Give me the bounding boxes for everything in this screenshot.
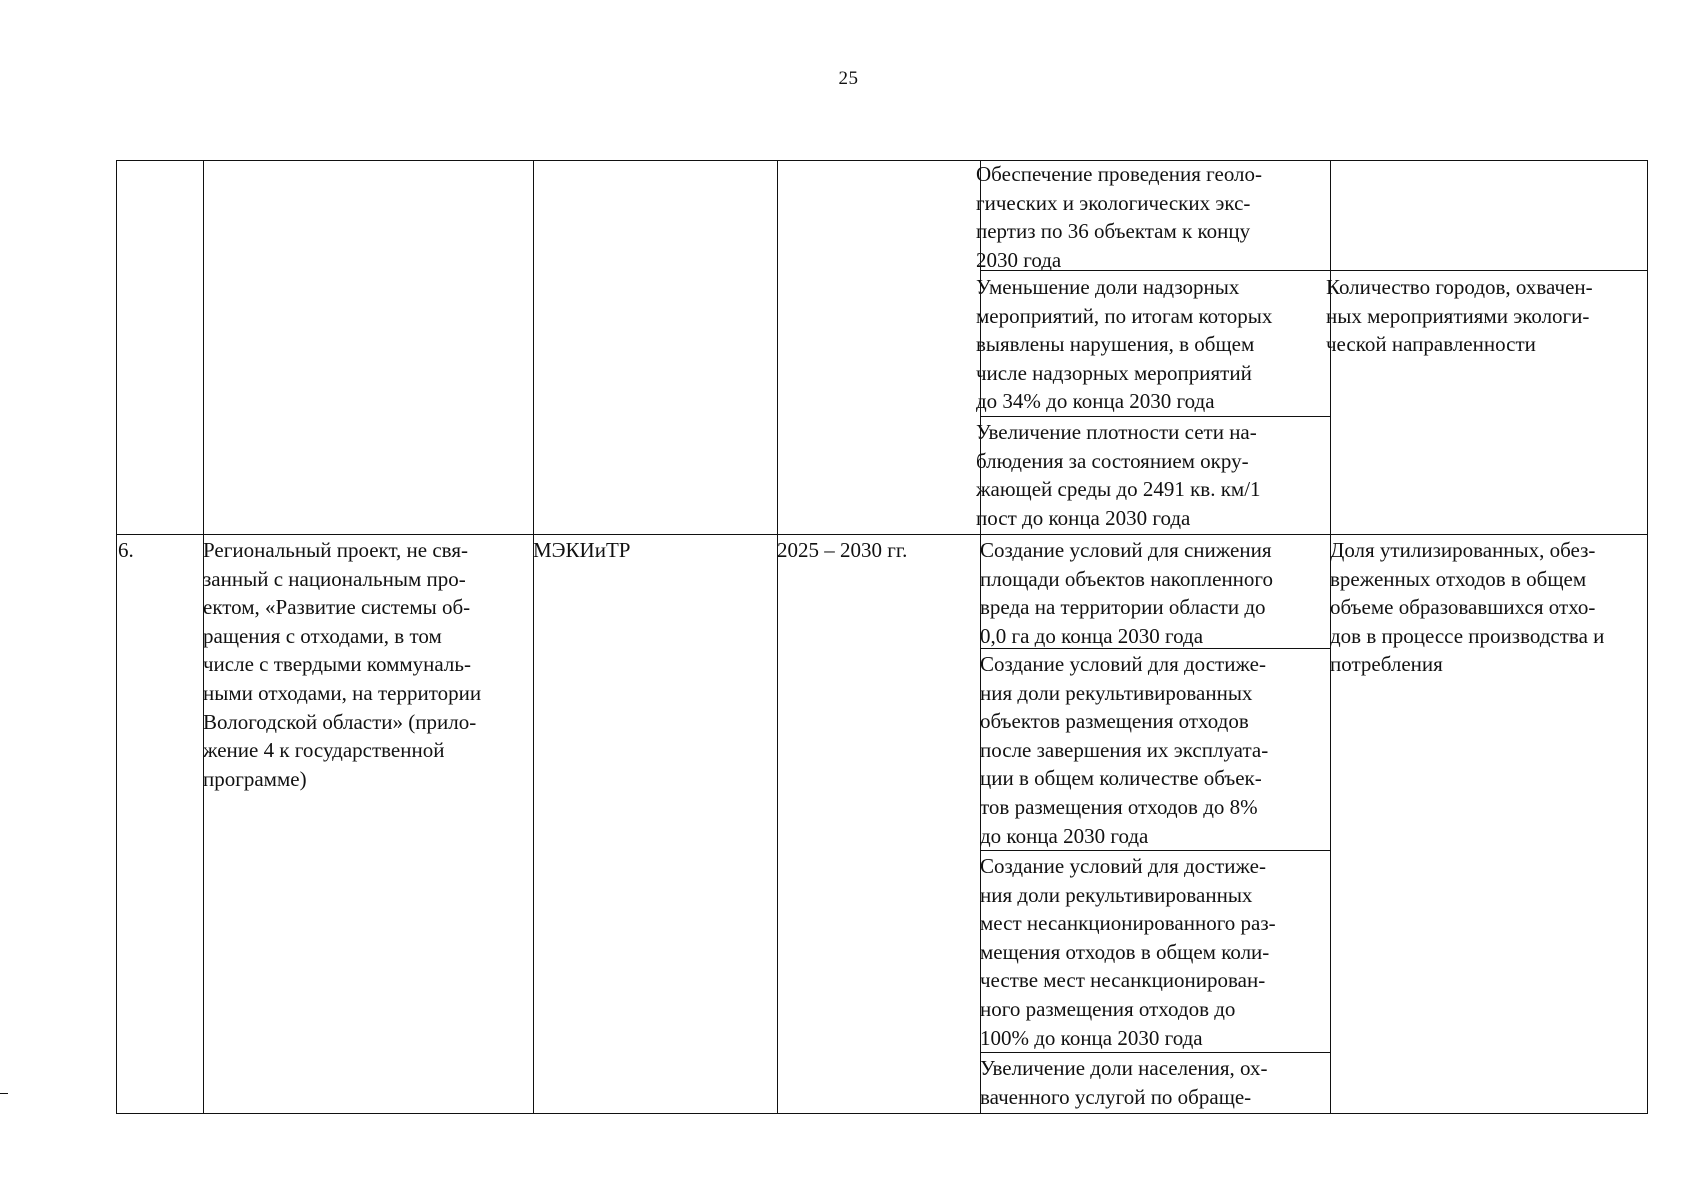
- column-divider: [777, 160, 778, 1114]
- indicator-divider: [980, 648, 1330, 649]
- period-cell: 2025 – 2030 гг.: [777, 538, 908, 562]
- page-number: 25: [838, 68, 859, 89]
- row-number-cell: 6.: [118, 538, 134, 562]
- indicator-cell: Создание условий для снижения площади объектов накопленного вреда на территории области до 0,0 га до конца 2030 года: [980, 538, 1274, 648]
- related-divider: [1330, 270, 1648, 271]
- related-indicator-cell: Доля утилизированных, обез- вреженных отходов в общем объеме образовавшихся отхо- дов в процессе производства и потребления: [1330, 538, 1605, 677]
- indicator-divider: [980, 850, 1330, 851]
- indicator-cell: Уменьшение доли надзорных мероприятий, по итогам которых выявлены нарушения, в общем числе надзорных мероприятий до 34% до конца 2030 года: [976, 275, 1273, 414]
- indicator-cell: Увеличение доли населения, ох- ваченного услугой по обраще-: [980, 1056, 1268, 1109]
- responsible-cell: МЭКИиТР: [533, 538, 631, 562]
- scan-edge-mark: [0, 1093, 8, 1094]
- indicator-divider: [980, 1052, 1330, 1053]
- row-divider: [116, 534, 1648, 535]
- indicator-cell: Создание условий для достиже- ния доли рекультивированных объектов размещения отходов после завершения их эксплуата- ции в общем количестве объек- тов размещения отходов до 8% до конца 2030 года: [980, 652, 1269, 848]
- indicator-divider: [980, 416, 1330, 417]
- indicator-cell: Увеличение плотности сети на- блюдения за состоянием окру- жающей среды до 2491 кв. км/1 пост до конца 2030 года: [976, 420, 1261, 530]
- indicator-cell: Создание условий для достиже- ния доли рекультивированных мест несанкционированного раз- мещения отходов в общем коли- честве мест несанкционирован- ного размещения отходов до 100% до конца 2030 года: [980, 854, 1276, 1050]
- indicator-cell: Обеспечение проведения геоло- гических и экологических экс- пертиз по 36 объектам к концу 2030 года: [976, 162, 1263, 272]
- column-divider: [533, 160, 534, 1114]
- related-indicator-cell: Количество городов, охвачен- ных мероприятиями экологи- ческой направленности: [1326, 275, 1593, 357]
- project-name-cell: Региональный проект, не свя- занный с национальным про- ектом, «Развитие системы об- ращения с отходами, в том числе с твердыми коммуналь- ными отходами, на территории Вологодской области» (прило- жение 4 к государственной программе): [203, 538, 482, 791]
